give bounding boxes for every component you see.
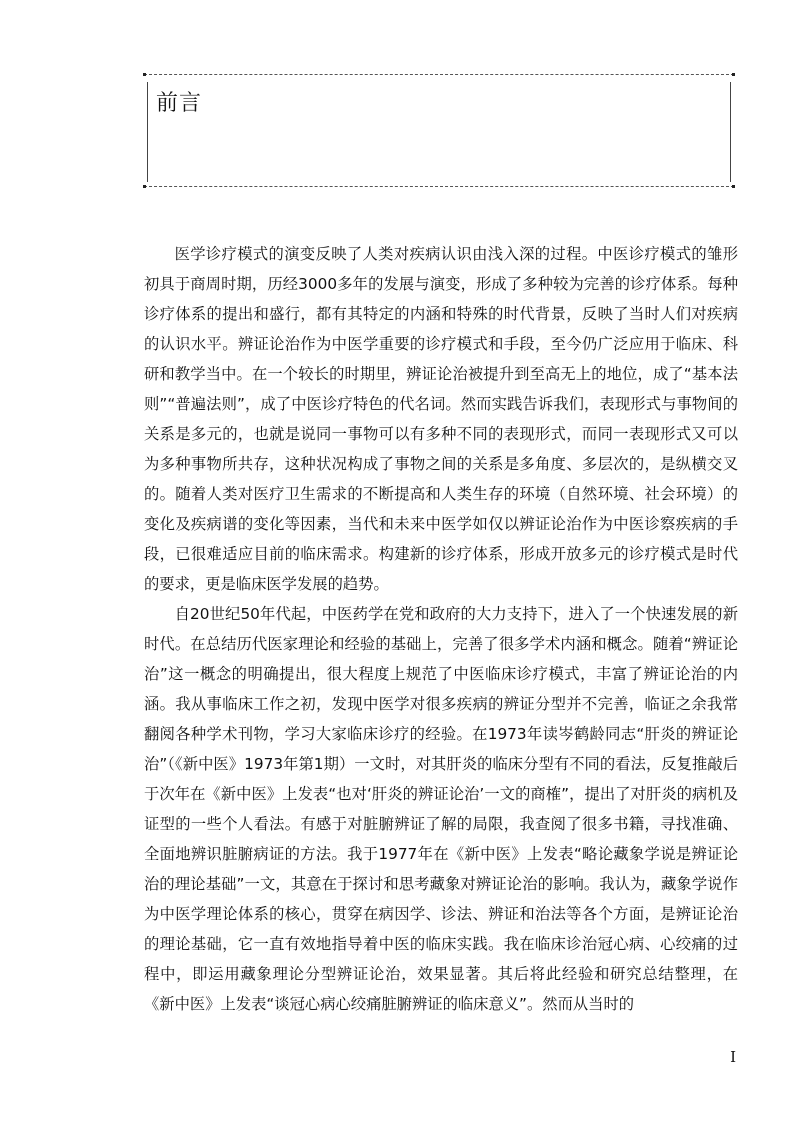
title-frame-bottom-rule xyxy=(144,186,734,187)
paragraph: 医学诊疗模式的演变反映了人类对疾病认识由浅入深的过程。中医诊疗模式的雏形初具于商周时期，历经3000多年的发展与演变，形成了多种较为完善的诊疗体系。每种诊疗体系的提出和盛行，都有其特定的内涵和特殊的时代背景，反映了当时人们对疾病的认识水平。辨证论治作为中医学重要的诊疗模式和手段，至今仍广泛应用于临床、科研和教学当中。在一个较长的时期里，辨证论治被提升到至高无上的地位，成了“基本法则”“普遍法则”，成了中医诊疗特色的代名词。然而实践告诉我们，表现形式与事物间的关系是多元的，也就是说同一事物可以有多种不同的表现形式，而同一表现形式又可以为多种事物所共存，这种状况构成了事物之间的关系是多角度、多层次的，是纵横交叉的。随着人类对医疗卫生需求的不断提高和人类生存的环境（自然环境、社会环境）的变化及疾病谱的变化等因素，当代和未来中医学如仅以辨证论治作为中医诊察疾病的手段，已很难适应目前的临床需求。构建新的诊疗体系，形成开放多元的诊疗模式是时代的要求，更是临床医学发展的趋势。 xyxy=(144,245,738,593)
paragraph: 自20世纪50年代起，中医药学在党和政府的大力支持下，进入了一个快速发展的新时代。在总结历代医家理论和经验的基础上，完善了很多学术内涵和概念。随着“辨证论治”这一概念的明确提出，很大程度上规范了中医临床诊疗模式，丰富了辨证论治的内涵。我从事临床工作之初，发现中医学对很多疾病的辨证分型并不完善，临证之余我常翻阅各种学术刊物，学习大家临床诊疗的经验。在1973年读岑鹤龄同志“肝炎的辨证论治”（《新中医》1973年第1期）一文时，对其肝炎的临床分型有不同的看法，反复推敲后于次年在《新中医》上发表“也对‘肝炎的辨证论治’一文的商榷”，提出了对肝炎的病机及证型的一些个人看法。有感于对脏腑辨证了解的局限，我查阅了很多书籍，寻找准确、全面地辨识脏腑病证的方法。我于1977年在《新中医》上发表“略论藏象学说是辨证论治的理论基础”一文，其意在于探讨和思考藏象对辨证论治的影响。我认为，藏象学说作为中医学理论体系的核心，贯穿在病因学、诊法、辨证和治法等各个方面，是辨证论治的理论基础，它一直有效地指导着中医的临床实践。我在临床诊治冠心病、心绞痛的过程中，即运用藏象理论分型辨证论治，效果显著。其后将此经验和研究总结整理，在《新中医》上发表“谈冠心病心绞痛脏腑辨证的临床意义”。然而从当时的 xyxy=(144,605,738,1013)
body-text xyxy=(144,239,738,1019)
corner-mark xyxy=(732,185,735,188)
title-frame-left-line xyxy=(147,82,148,182)
title-frame xyxy=(144,74,734,186)
title-frame-right-line xyxy=(730,82,731,182)
corner-mark xyxy=(143,185,146,188)
corner-mark xyxy=(143,73,146,76)
corner-mark xyxy=(732,73,735,76)
page-number: I xyxy=(730,1048,736,1066)
title-frame-top-rule xyxy=(144,74,734,75)
page-title: 前言 xyxy=(156,91,203,116)
